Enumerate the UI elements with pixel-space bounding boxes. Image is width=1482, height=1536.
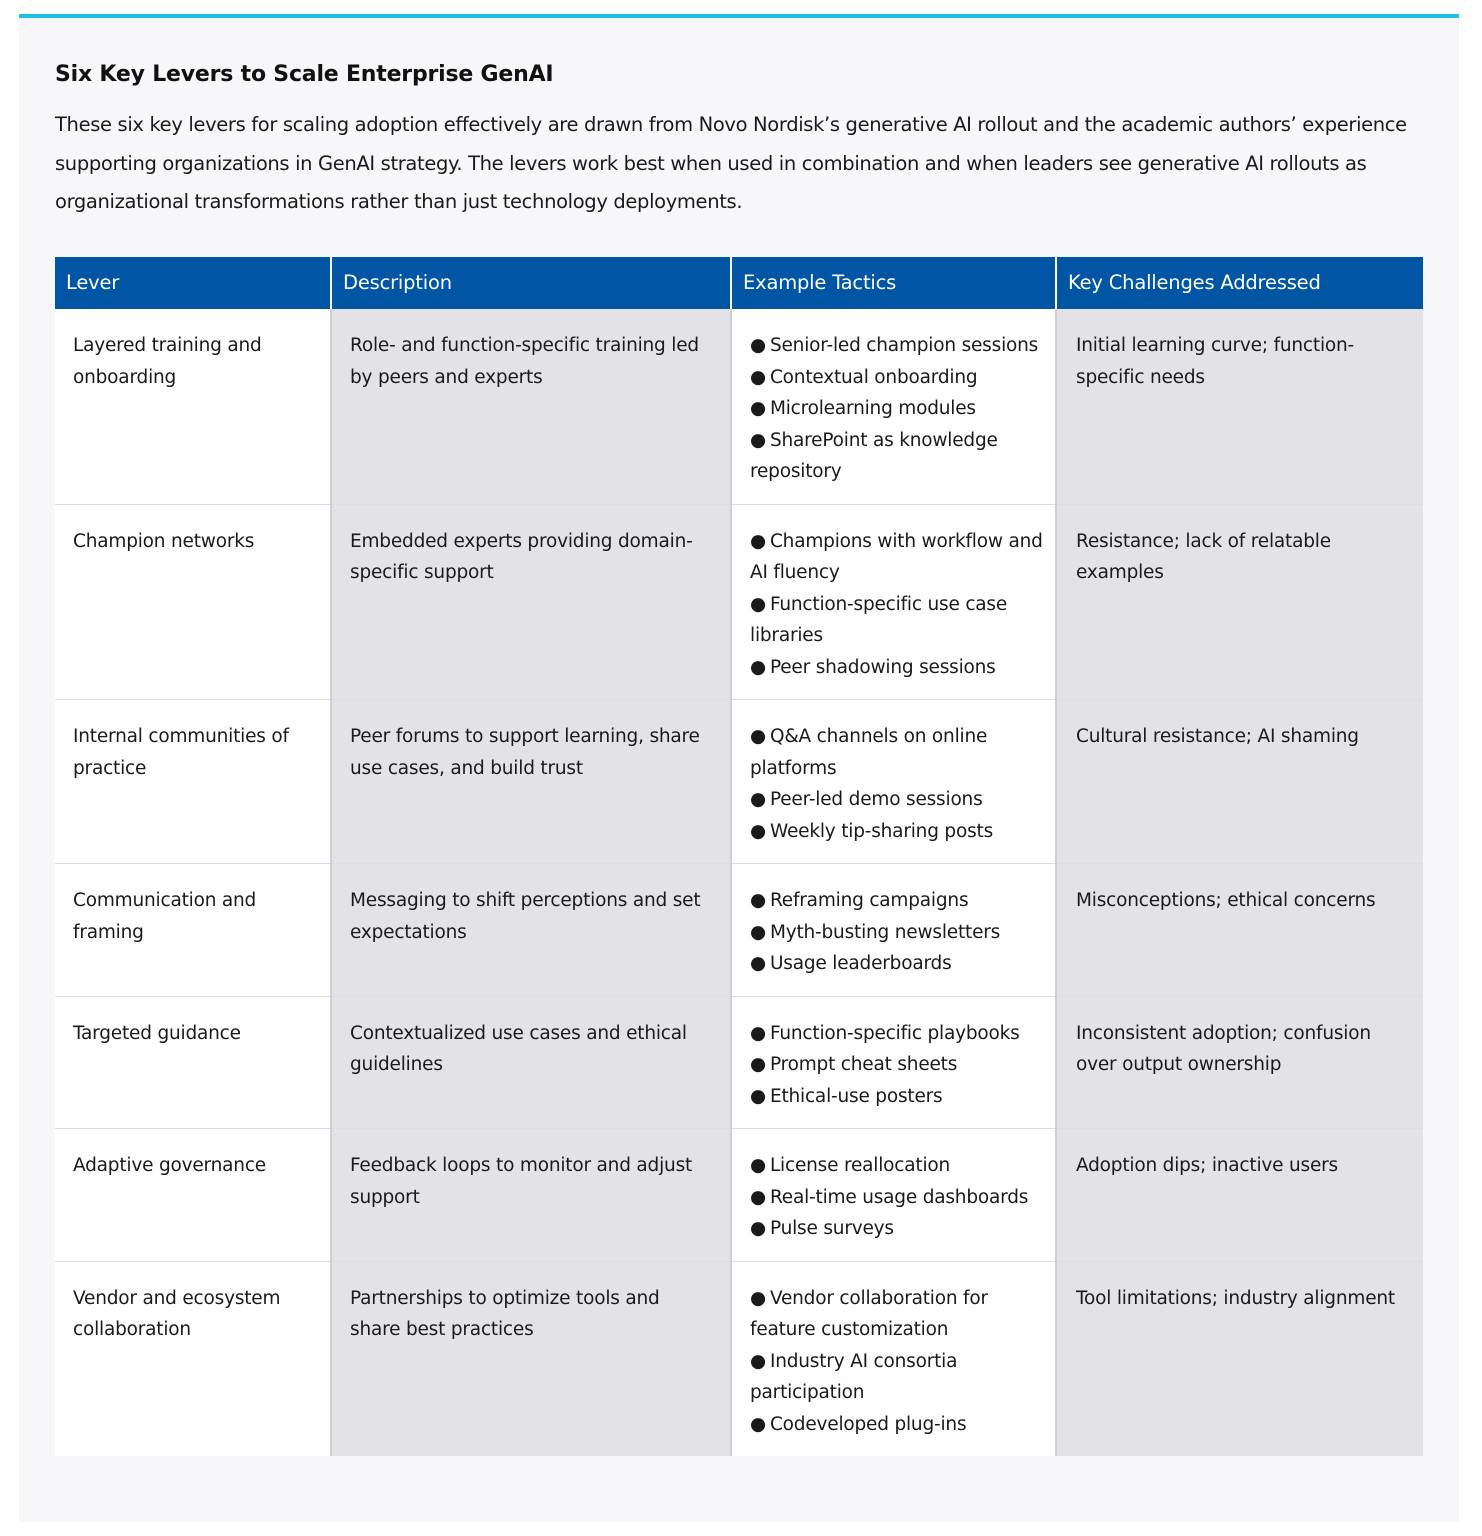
table-row: [55, 504, 1423, 700]
list-item: [750, 362, 1045, 394]
tactic-text: Real-time usage dashboards: [769, 1186, 1029, 1208]
tactics-list: [750, 526, 1045, 684]
table-row: [55, 864, 1423, 997]
page-title: Six Key Levers to Scale Enterprise GenAI: [55, 62, 554, 87]
tactic-text: SharePoint as knowledge repository: [750, 429, 998, 482]
bullet-icon: ●: [750, 921, 766, 943]
tactics-list: [750, 1283, 1045, 1441]
lever-cell: Communication and framing: [55, 864, 331, 997]
challenges-cell: Adoption dips; inactive users: [1056, 1129, 1423, 1262]
bullet-icon: ●: [750, 398, 766, 419]
tactic-text: License reallocation: [769, 1155, 951, 1176]
bullet-icon: ●: [750, 890, 766, 911]
challenges-cell: Resistance; lack of relatable examples: [1056, 504, 1423, 700]
tactic-text: Codeveloped plug-ins: [769, 1413, 967, 1435]
tactic-text: Pulse surveys: [769, 1218, 894, 1239]
header-row: [55, 257, 1423, 309]
levers-table: [55, 257, 1423, 1456]
tactic-text: Industry AI consortia participation: [750, 1350, 958, 1403]
intro-paragraph: These six key levers for scaling adoption effectively are drawn from Novo Nordisk’s generative AI rollout and the academic authors’ experience supporting organizations in GenAI strategy. The levers work best when used in combination and when leaders see generative AI rollouts as organizational transformations rather than just technology deployments.: [55, 113, 1407, 213]
tactics-cell: [731, 504, 1056, 700]
list-item: [750, 425, 1045, 488]
list-item: [750, 917, 1045, 949]
tactics-cell: [731, 1261, 1056, 1456]
header-description: Description: [331, 257, 731, 309]
challenges-cell: Misconceptions; ethical concerns: [1056, 864, 1423, 997]
tactic-text: Prompt cheat sheets: [769, 1054, 958, 1075]
bullet-icon: ●: [750, 1218, 766, 1239]
tactic-text: Ethical-use posters: [769, 1085, 943, 1107]
description-cell: Messaging to shift perceptions and set expectations: [331, 864, 731, 997]
tactic-text: Senior-led champion sessions: [769, 335, 1039, 356]
bullet-icon: ●: [750, 335, 766, 356]
list-item: [750, 526, 1045, 589]
tactic-text: Champions with workflow and AI fluency: [750, 530, 1043, 583]
bullet-icon: ●: [750, 1054, 766, 1075]
bullet-icon: ●: [750, 530, 766, 552]
lever-cell: Adaptive governance: [55, 1129, 331, 1262]
description-cell: Peer forums to support learning, share use cases, and build trust: [331, 700, 731, 864]
tactic-text: Vendor collaboration for feature customization: [750, 1287, 988, 1340]
bullet-icon: ●: [750, 593, 766, 615]
list-item: [750, 784, 1045, 816]
description-cell: Partnerships to optimize tools and share best practices: [331, 1261, 731, 1456]
challenges-cell: Cultural resistance; AI shaming: [1056, 700, 1423, 864]
tactic-text: Microlearning modules: [769, 398, 976, 419]
list-item: [750, 721, 1045, 784]
bullet-icon: ●: [750, 1022, 766, 1044]
bullet-icon: ●: [750, 1287, 766, 1309]
header-key-challenges: Key Challenges Addressed: [1056, 257, 1423, 309]
challenges-cell: Tool limitations; industry alignment: [1056, 1261, 1423, 1456]
table-row: [55, 309, 1423, 504]
header-lever: Lever: [55, 257, 331, 309]
tactic-text: Myth-busting newsletters: [769, 921, 1001, 943]
tactics-list: [750, 1150, 1045, 1245]
list-item: [750, 1346, 1045, 1409]
tactic-text: Peer-led demo sessions: [769, 789, 983, 810]
tactics-cell: [731, 700, 1056, 864]
lever-cell: Internal communities of practice: [55, 700, 331, 864]
list-item: [750, 1150, 1045, 1182]
tactic-text: Function-specific playbooks: [769, 1022, 1020, 1044]
lever-cell: Layered training and onboarding: [55, 309, 331, 504]
bullet-icon: ●: [750, 820, 766, 842]
list-item: [750, 1283, 1045, 1346]
list-item: [750, 948, 1045, 980]
challenges-cell: Inconsistent adoption; confusion over output ownership: [1056, 996, 1423, 1129]
bullet-icon: ●: [750, 429, 766, 451]
list-item: [750, 816, 1045, 848]
lever-cell: Targeted guidance: [55, 996, 331, 1129]
list-item: [750, 1409, 1045, 1441]
header-example-tactics: Example Tactics: [731, 257, 1056, 309]
list-item: [750, 1081, 1045, 1113]
tactics-cell: [731, 309, 1056, 504]
list-item: [750, 1018, 1045, 1050]
bullet-icon: ●: [750, 1155, 766, 1176]
content-panel: [19, 14, 1459, 1522]
table-body: [55, 309, 1423, 1456]
tactics-cell: [731, 1129, 1056, 1262]
lever-cell: Champion networks: [55, 504, 331, 700]
list-item: [750, 393, 1045, 425]
bullet-icon: ●: [750, 789, 766, 810]
tactics-list: [750, 885, 1045, 980]
bullet-icon: ●: [750, 366, 766, 388]
bullet-icon: ●: [750, 1413, 766, 1435]
table-header: [55, 257, 1423, 309]
tactic-text: Function-specific use case libraries: [750, 593, 1008, 646]
tactics-list: [750, 721, 1045, 847]
tactic-text: Contextual onboarding: [769, 366, 978, 388]
tactics-list: [750, 330, 1045, 488]
description-cell: Role- and function-specific training led by peers and experts: [331, 309, 731, 504]
list-item: [750, 1213, 1045, 1245]
table-row: [55, 1129, 1423, 1262]
tactic-text: Peer shadowing sessions: [769, 656, 996, 678]
description-cell: Contextualized use cases and ethical guidelines: [331, 996, 731, 1129]
list-item: [750, 1182, 1045, 1214]
list-item: [750, 1049, 1045, 1081]
table-row: [55, 996, 1423, 1129]
tactics-list: [750, 1018, 1045, 1113]
table-row: [55, 1261, 1423, 1456]
tactics-cell: [731, 996, 1056, 1129]
tactic-text: Reframing campaigns: [769, 890, 969, 911]
list-item: [750, 652, 1045, 684]
bullet-icon: ●: [750, 1085, 766, 1107]
list-item: [750, 885, 1045, 917]
lever-cell: Vendor and ecosystem collaboration: [55, 1261, 331, 1456]
description-cell: Feedback loops to monitor and adjust support: [331, 1129, 731, 1262]
bullet-icon: ●: [750, 1350, 766, 1372]
bullet-icon: ●: [750, 953, 766, 974]
challenges-cell: Initial learning curve; function-specific needs: [1056, 309, 1423, 504]
list-item: [750, 330, 1045, 362]
description-cell: Embedded experts providing domain-specific support: [331, 504, 731, 700]
bullet-icon: ●: [750, 1186, 766, 1208]
tactic-text: Q&A channels on online platforms: [750, 726, 988, 779]
bullet-icon: ●: [750, 656, 766, 678]
bullet-icon: ●: [750, 726, 766, 747]
tactic-text: Usage leaderboards: [769, 953, 952, 974]
table-row: [55, 700, 1423, 864]
tactic-text: Weekly tip-sharing posts: [769, 820, 994, 842]
tactics-cell: [731, 864, 1056, 997]
list-item: [750, 589, 1045, 652]
